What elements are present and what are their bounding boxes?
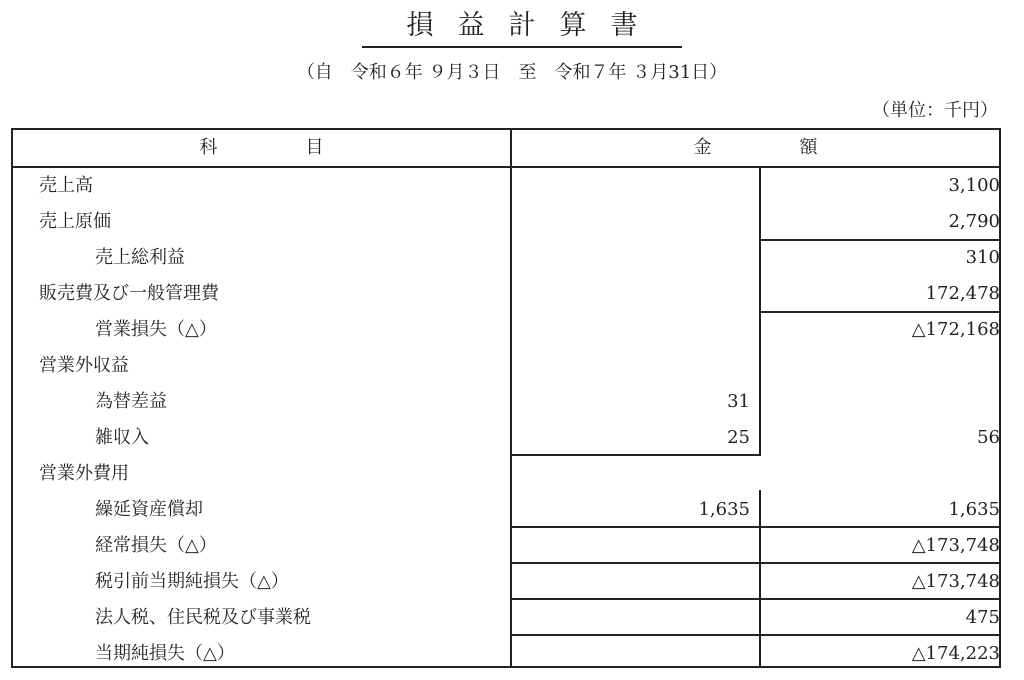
row-amount-detail <box>512 636 750 672</box>
column-divider-amount <box>759 490 761 666</box>
row-amount-total: △172,168 <box>911 319 1000 340</box>
subtotal-rule <box>510 526 999 528</box>
row-amount-total: △174,223 <box>911 643 1000 664</box>
table-row <box>13 528 999 564</box>
table-row <box>13 168 999 204</box>
row-amount-detail <box>512 276 750 312</box>
row-amount-total: 56 <box>977 427 1000 448</box>
table-row <box>13 384 999 420</box>
table-row <box>13 456 999 492</box>
row-amount-total: 3,100 <box>948 175 1000 196</box>
row-label: 当期純損失（△） <box>95 643 235 664</box>
row-label: 雑収入 <box>95 427 149 448</box>
table-row <box>13 564 999 600</box>
table-row <box>13 420 999 456</box>
row-label: 営業外費用 <box>39 463 129 484</box>
subtotal-rule <box>759 239 999 241</box>
row-label: 営業外収益 <box>39 355 129 376</box>
row-label: 為替差益 <box>95 391 167 412</box>
row-label: 経常損失（△） <box>95 535 217 556</box>
table-row <box>13 492 999 528</box>
row-amount-detail <box>512 240 750 276</box>
subtotal-rule <box>510 598 999 600</box>
row-amount-detail <box>512 528 750 564</box>
header-subject: 科目 <box>199 137 412 158</box>
row-amount-detail <box>512 564 750 600</box>
unit-note: （単位：千円） <box>872 100 998 121</box>
row-amount-total: △173,748 <box>911 535 1000 556</box>
row-label: 営業損失（△） <box>95 319 217 340</box>
row-amount-total: 2,790 <box>948 211 1000 232</box>
table-row <box>13 348 999 384</box>
subtotal-rule <box>510 634 999 636</box>
header-amount: 金額 <box>693 137 906 158</box>
row-amount-detail: 25 <box>727 427 750 448</box>
row-label: 売上原価 <box>39 211 111 232</box>
table-row <box>13 204 999 240</box>
table-row <box>13 636 999 672</box>
subtotal-rule <box>510 454 761 456</box>
subtotal-rule <box>510 562 999 564</box>
row-amount-total: 310 <box>965 247 1000 268</box>
row-label: 売上総利益 <box>95 247 185 268</box>
row-label: 法人税、住民税及び事業税 <box>95 607 311 628</box>
row-label: 販売費及び一般管理費 <box>39 283 219 304</box>
row-amount-detail <box>512 168 750 204</box>
row-amount-total <box>762 348 1000 384</box>
row-label: 税引前当期純損失（△） <box>95 571 289 592</box>
income-statement-table <box>11 128 1001 668</box>
row-label: 繰延資産償却 <box>95 499 203 520</box>
subtotal-rule <box>759 311 999 313</box>
row-amount-detail <box>512 456 750 492</box>
row-amount-total: △173,748 <box>911 571 1000 592</box>
table-row <box>13 276 999 312</box>
table-row <box>13 312 999 348</box>
row-amount-detail <box>512 312 750 348</box>
row-label: 売上高 <box>39 175 93 196</box>
row-amount-detail <box>512 204 750 240</box>
row-amount-total: 475 <box>965 607 1000 628</box>
row-amount-total <box>762 384 1000 420</box>
row-amount-total <box>762 456 1000 492</box>
row-amount-detail <box>512 348 750 384</box>
document-title: 損益計算書 <box>362 8 682 48</box>
table-row <box>13 240 999 276</box>
row-amount-total: 172,478 <box>925 283 1000 304</box>
row-amount-detail: 1,635 <box>698 499 750 520</box>
row-amount-total: 1,635 <box>948 499 1000 520</box>
table-row <box>13 600 999 636</box>
row-amount-detail <box>512 600 750 636</box>
fiscal-period: （自 令和６年 ９月３日 至 令和７年 ３月31日） <box>296 62 728 83</box>
row-amount-detail: 31 <box>727 391 750 412</box>
table-header <box>13 130 999 168</box>
